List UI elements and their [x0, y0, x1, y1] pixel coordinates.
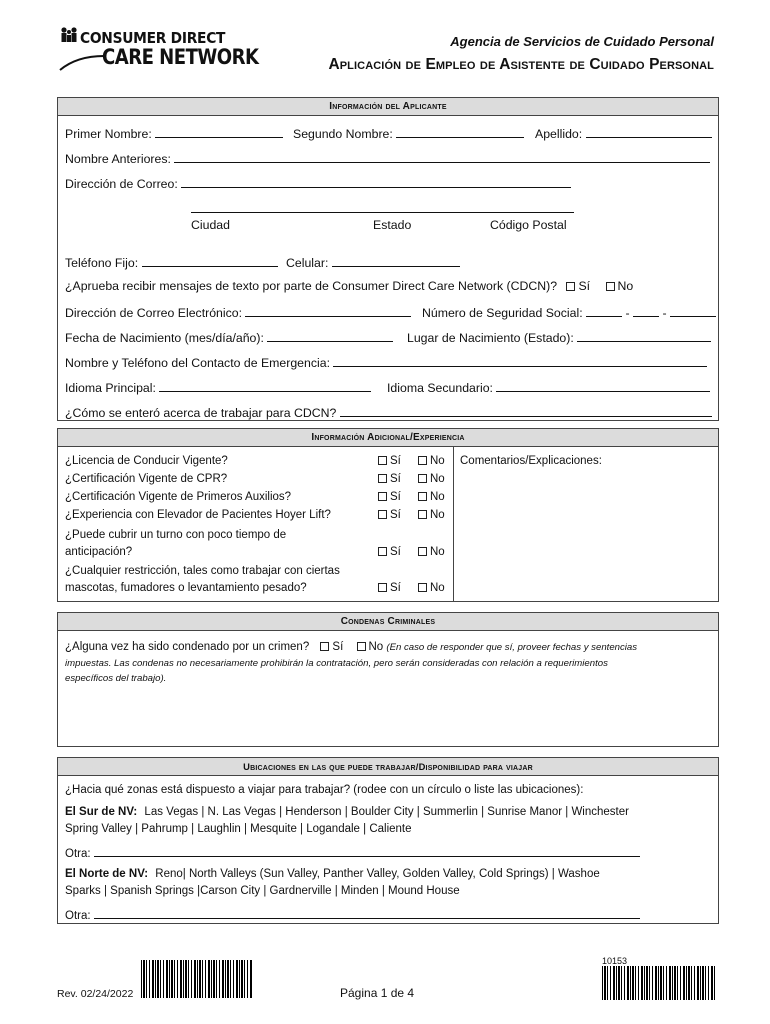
short-notice-yes-checkbox[interactable] — [378, 547, 387, 556]
south-nv-list-line2: Spring Valley | Pahrump | Laughlin | Mesquite | Logandale | Caliente — [65, 823, 412, 835]
revision-date: Rev. 02/24/2022 — [57, 988, 134, 1000]
city-caption: Ciudad — [191, 218, 230, 232]
hoyer-yes-checkbox[interactable] — [378, 510, 387, 519]
yes-label: Sí — [390, 455, 401, 467]
no-label: No — [430, 455, 445, 467]
barcode-left — [141, 960, 253, 998]
south-nv-label: El Sur de NV: — [65, 806, 138, 818]
ssn-label: Número de Seguridad Social: — [422, 306, 583, 320]
ssn-field-2[interactable] — [633, 304, 659, 317]
previous-names-label: Nombre Anteriores: — [65, 152, 171, 166]
previous-names-field[interactable] — [174, 150, 710, 163]
no-label: No — [430, 546, 445, 558]
north-nv-list-line1: Reno| North Valleys (Sun Valley, Panther Valley, Golden Valley, Cold Springs) | Washoe — [155, 868, 600, 880]
landline-label: Teléfono Fijo: — [65, 256, 139, 270]
primary-language-label: Idioma Principal: — [65, 381, 156, 395]
license-no-checkbox[interactable] — [418, 456, 427, 465]
applicant-section — [57, 97, 719, 421]
city-state-zip-field[interactable] — [191, 200, 574, 213]
locations-section-heading: Ubicaciones en las que puede trabajar/Disponibilidad para viajar — [58, 758, 718, 776]
cell-label: Celular: — [286, 256, 329, 270]
no-label: No — [368, 641, 384, 653]
middle-name-label: Segundo Nombre: — [293, 127, 393, 141]
yes-label: Sí — [390, 473, 401, 485]
q-restrictions-line1: ¿Cualquier restricción, tales como trabajar con ciertas — [65, 565, 340, 577]
south-other-field[interactable] — [94, 844, 640, 857]
conviction-no-checkbox[interactable] — [357, 642, 366, 651]
mailing-address-field[interactable] — [181, 175, 571, 188]
yes-label: Sí — [390, 491, 401, 503]
ssn-field-3[interactable] — [670, 304, 716, 317]
first-aid-no-checkbox[interactable] — [418, 492, 427, 501]
company-logo — [58, 26, 259, 74]
secondary-language-field[interactable] — [496, 379, 710, 392]
q-cpr: ¿Certificación Vigente de CPR? — [65, 473, 228, 485]
sms-no-label: No — [617, 279, 634, 293]
email-field[interactable] — [245, 304, 411, 317]
restrictions-no-checkbox[interactable] — [418, 583, 427, 592]
q-short-notice-line2: anticipación? — [65, 546, 133, 558]
north-other-field[interactable] — [94, 906, 640, 919]
first-name-field[interactable] — [155, 125, 283, 138]
license-yes-checkbox[interactable] — [378, 456, 387, 465]
additional-section — [57, 428, 719, 602]
south-other-label: Otra: — [65, 848, 91, 860]
north-nv-label: El Norte de NV: — [65, 868, 149, 880]
q-first-aid: ¿Certificación Vigente de Primeros Auxilios? — [65, 491, 292, 503]
restrictions-yes-checkbox[interactable] — [378, 583, 387, 592]
criminal-section-heading: Condenas Criminales — [58, 613, 718, 631]
barcode-right — [602, 966, 716, 1000]
short-notice-no-checkbox[interactable] — [418, 547, 427, 556]
cpr-no-checkbox[interactable] — [418, 474, 427, 483]
swoosh-icon — [58, 50, 106, 72]
ssn-separator-1: - — [625, 306, 630, 320]
state-caption: Estado — [373, 218, 412, 232]
logo-text-top: CONSUMER DIRECT — [80, 29, 226, 47]
hoyer-no-checkbox[interactable] — [418, 510, 427, 519]
sms-yes-label: Sí — [578, 279, 591, 293]
yes-label: Sí — [332, 641, 344, 653]
conviction-question: ¿Alguna vez ha sido condenado por un crimen? — [65, 641, 310, 653]
no-label: No — [430, 582, 445, 594]
form-code: 10153 — [602, 956, 628, 966]
north-other-label: Otra: — [65, 910, 91, 922]
first-name-label: Primer Nombre: — [65, 127, 152, 141]
email-label: Dirección de Correo Electrónico: — [65, 306, 243, 320]
conviction-details-area[interactable] — [65, 689, 711, 741]
yes-label: Sí — [390, 509, 401, 521]
conviction-note-line3: específicos del trabajo). — [65, 673, 167, 684]
q-license: ¿Licencia de Conducir Vigente? — [65, 455, 228, 467]
ssn-separator-2: - — [662, 306, 667, 320]
q-short-notice-line1: ¿Puede cubrir un turno con poco tiempo de — [65, 529, 287, 541]
north-nv-list-line2: Sparks | Spanish Springs |Carson City | Gardnerville | Minden | Mound House — [65, 885, 460, 897]
last-name-field[interactable] — [586, 125, 712, 138]
page-title: Aplicación de Empleo de Asistente de Cuidado Personal — [328, 56, 714, 73]
applicant-section-heading: Información del Aplicante — [58, 98, 718, 116]
q-restrictions-line2: mascotas, fumadores o levantamiento pesado? — [65, 582, 307, 594]
comments-area[interactable] — [460, 471, 714, 595]
yes-label: Sí — [390, 582, 401, 594]
page-number: Página 1 de 4 — [340, 986, 415, 1000]
cell-field[interactable] — [332, 254, 460, 267]
ssn-field-1[interactable] — [586, 304, 622, 317]
cpr-yes-checkbox[interactable] — [378, 474, 387, 483]
locations-section — [57, 757, 719, 924]
middle-name-field[interactable] — [396, 125, 524, 138]
emergency-contact-field[interactable] — [333, 354, 707, 367]
dob-field[interactable] — [267, 329, 393, 342]
no-label: No — [430, 509, 445, 521]
dob-label: Fecha de Nacimiento (mes/día/año): — [65, 331, 264, 345]
referral-label: ¿Cómo se enteró acerca de trabajar para CDCN? — [65, 406, 337, 420]
zip-caption: Código Postal — [490, 218, 567, 232]
referral-field[interactable] — [340, 404, 712, 417]
primary-language-field[interactable] — [159, 379, 371, 392]
south-nv-list-line1: Las Vegas | N. Las Vegas | Henderson | Boulder City | Summerlin | Sunrise Manor | Winchester — [144, 806, 629, 818]
conviction-note-line2: impuestas. Las condenas no necesariamente prohibirán la contratación, pero serán consideradas con relación a requerimientos — [65, 658, 608, 669]
travel-question: ¿Hacia qué zonas está dispuesto a viajar para trabajar? (rodee con un círculo o liste las ubicaciones): — [65, 784, 584, 796]
yes-label: Sí — [390, 546, 401, 558]
conviction-yes-checkbox[interactable] — [320, 642, 329, 651]
birthplace-label: Lugar de Nacimiento (Estado): — [407, 331, 574, 345]
criminal-section — [57, 612, 719, 747]
mailing-address-label: Dirección de Correo: — [65, 177, 178, 191]
logo-text-bottom: CARE NETWORK — [102, 45, 259, 69]
people-icon — [58, 26, 80, 48]
last-name-label: Apellido: — [535, 127, 583, 141]
secondary-language-label: Idioma Secundario: — [387, 381, 493, 395]
agency-subtitle: Agencia de Servicios de Cuidado Personal — [450, 34, 714, 49]
no-label: No — [430, 473, 445, 485]
additional-section-heading: Información Adicional/Experiencia — [58, 429, 718, 447]
first-aid-yes-checkbox[interactable] — [378, 492, 387, 501]
emergency-contact-label: Nombre y Teléfono del Contacto de Emergencia: — [65, 356, 330, 370]
birthplace-field[interactable] — [577, 329, 711, 342]
comments-label: Comentarios/Explicaciones: — [460, 455, 602, 467]
sms-yes-checkbox[interactable] — [566, 282, 575, 291]
column-divider — [453, 446, 454, 602]
sms-question: ¿Aprueba recibir mensajes de texto por parte de Consumer Direct Care Network (CDCN)? — [65, 279, 558, 293]
sms-no-checkbox[interactable] — [606, 282, 615, 291]
q-hoyer-lift: ¿Experiencia con Elevador de Pacientes Hoyer Lift? — [65, 509, 331, 521]
landline-field[interactable] — [142, 254, 278, 267]
no-label: No — [430, 491, 445, 503]
conviction-note-line1: (En caso de responder que sí, proveer fechas y sentencias — [386, 642, 638, 653]
